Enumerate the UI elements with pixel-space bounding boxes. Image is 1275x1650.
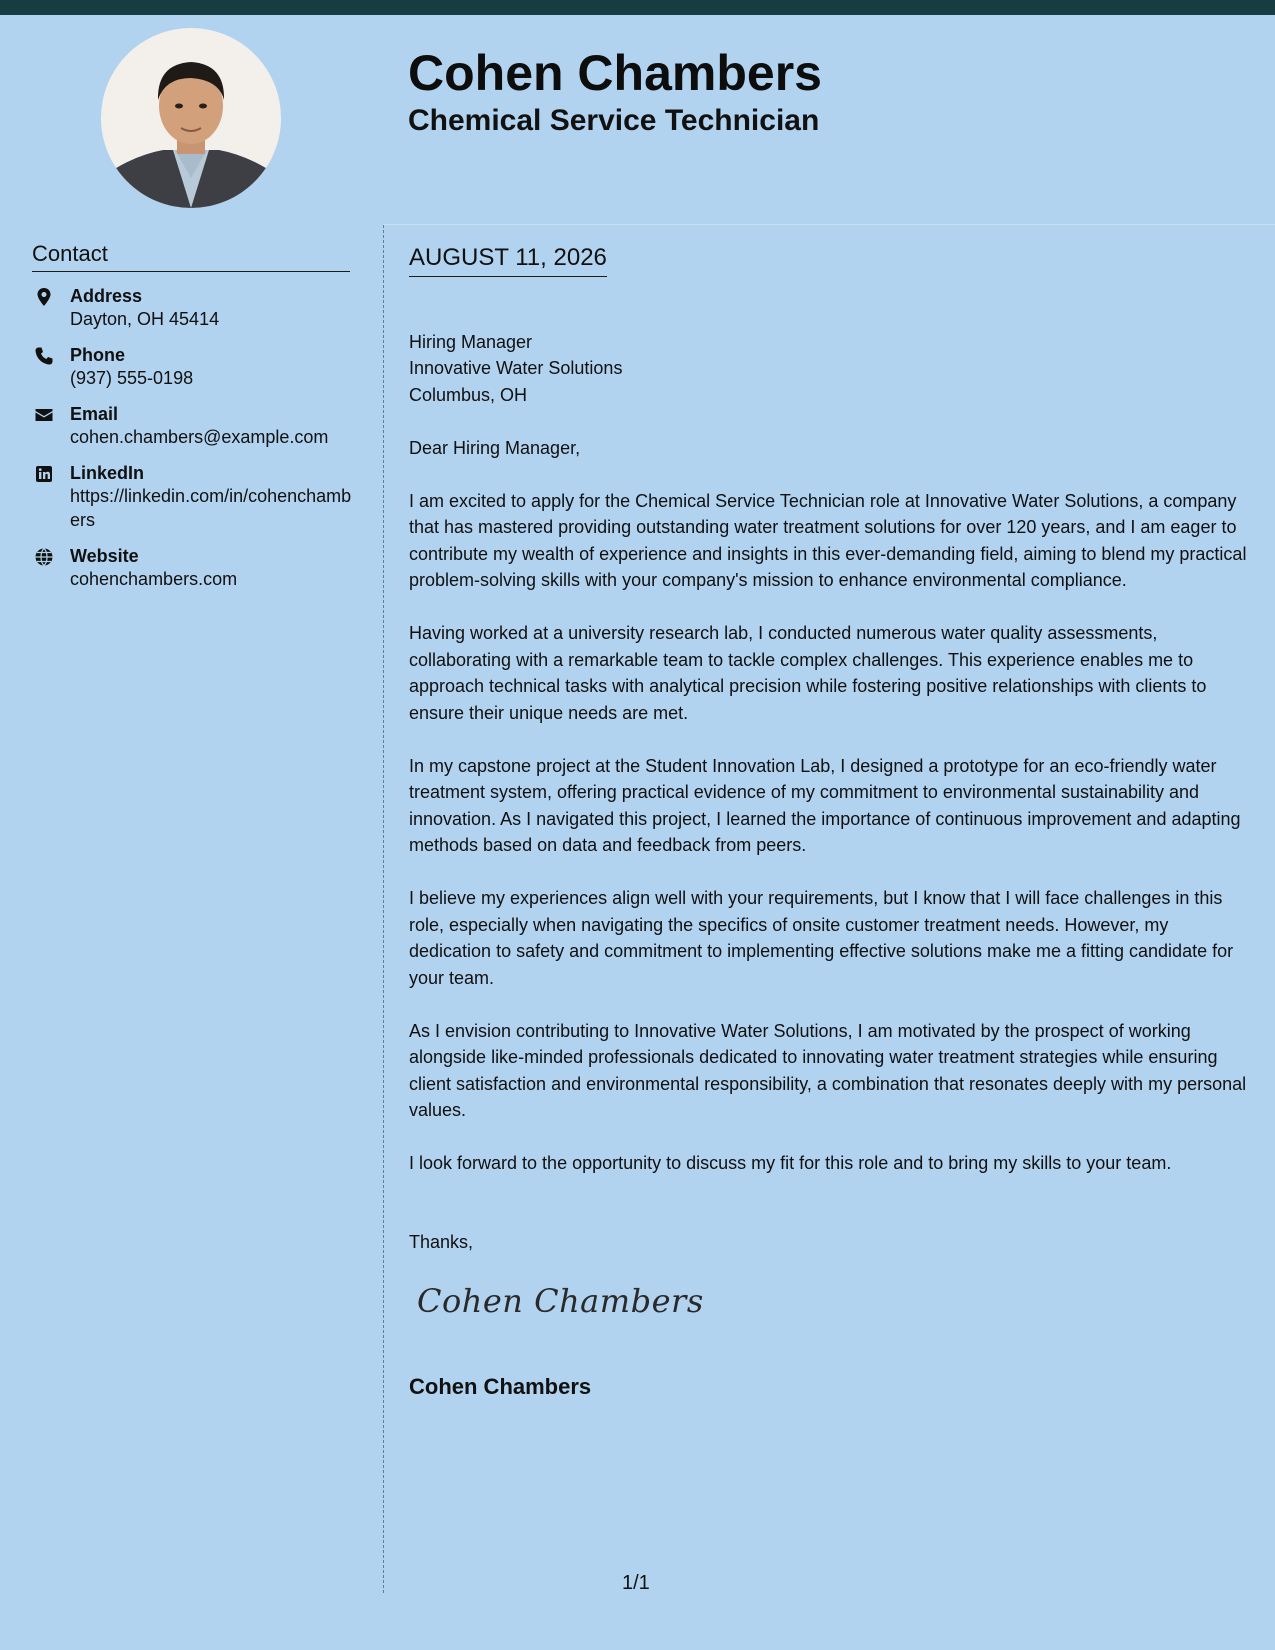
address-value: Dayton, OH 45414 <box>70 309 220 329</box>
job-title: Chemical Service Technician <box>408 104 820 137</box>
linkedin-value[interactable]: https://linkedin.com/in/cohenchambers <box>70 486 352 530</box>
website-value[interactable]: cohenchambers.com <box>70 569 238 589</box>
contact-website <box>32 545 362 591</box>
envelope-icon <box>34 405 54 425</box>
recipient-line: Hiring Manager <box>409 331 533 352</box>
contact-list <box>32 285 362 604</box>
paragraph: I am excited to apply for the Chemical Service Technician role at Innovative Water Solutions, a company that has mastered providing outstanding water treatment solutions for over 120 years, and I am eager to contribute my wealth of experience and insights in this ever-demanding field, aiming to blend my practical problem-solving skills with your company's mission to enhance environmental compliance. <box>409 490 1247 590</box>
letter-body <box>409 302 1254 1282</box>
globe-icon <box>34 547 54 567</box>
salutation: Dear Hiring Manager, <box>409 437 581 458</box>
recipient-line: Innovative Water Solutions <box>409 358 623 378</box>
recipient-line: Columbus, OH <box>409 384 528 405</box>
contact-label: Email <box>70 404 119 424</box>
phone-value: (937) 555-0198 <box>70 368 194 388</box>
handwritten-signature: Cohen Chambers <box>417 1282 704 1320</box>
contact-label: Address <box>70 286 143 306</box>
closing: Thanks, <box>409 1231 474 1252</box>
paragraph: As I envision contributing to Innovative Water Solutions, I am motivated by the prospect of working alongside like-minded professionals dedicated to innovating water treatment strategies while ensuring client satisfaction and environmental responsibility, a combination that resonates deeply with my personal values. <box>409 1020 1247 1120</box>
email-value[interactable]: cohen.chambers@example.com <box>70 427 329 447</box>
paragraph: Having worked at a university research lab, I conducted numerous water quality assessments, collaborating with a remarkable team to tackle complex challenges. This experience enables me to approach technical tasks with analytical precision while fostering positive relationships with clients to ensure their unique needs are met. <box>409 623 1207 723</box>
contact-email <box>32 403 362 449</box>
header-divider <box>383 224 1275 225</box>
contact-label: LinkedIn <box>70 463 145 483</box>
linkedin-icon <box>34 464 54 484</box>
contact-heading: Contact <box>32 240 350 272</box>
contact-linkedin <box>32 462 362 532</box>
phone-icon <box>34 346 54 366</box>
top-accent-bar <box>0 0 1275 15</box>
candidate-name: Cohen Chambers <box>408 45 822 101</box>
map-pin-icon <box>34 287 54 307</box>
letter-date: AUGUST 11, 2026 <box>409 243 607 277</box>
paragraph: I believe my experiences align well with your requirements, but I know that I will face challenges in this role, especially when navigating the specifics of onsite customer treatment needs. However, my dedication to safety and commitment to implementing effective solutions make me a fitting candidate for your team. <box>409 888 1234 988</box>
paragraph: I look forward to the opportunity to discuss my fit for this role and to bring my skills to your team. <box>409 1153 1172 1173</box>
contact-label: Website <box>70 546 139 566</box>
paragraph: In my capstone project at the Student Innovation Lab, I designed a prototype for an eco-friendly water treatment system, offering practical evidence of my commitment to environmental sustainability and innovation. As I navigated this project, I learned the importance of continuous improvement and adapting methods based on data and feedback from peers. <box>409 755 1241 855</box>
profile-photo <box>101 28 281 208</box>
page-number: 1/1 <box>622 1572 650 1594</box>
column-divider <box>383 225 384 1593</box>
avatar <box>101 28 281 208</box>
signer-name: Cohen Chambers <box>409 1374 592 1399</box>
contact-phone <box>32 344 362 390</box>
contact-address <box>32 285 362 331</box>
contact-label: Phone <box>70 345 126 365</box>
